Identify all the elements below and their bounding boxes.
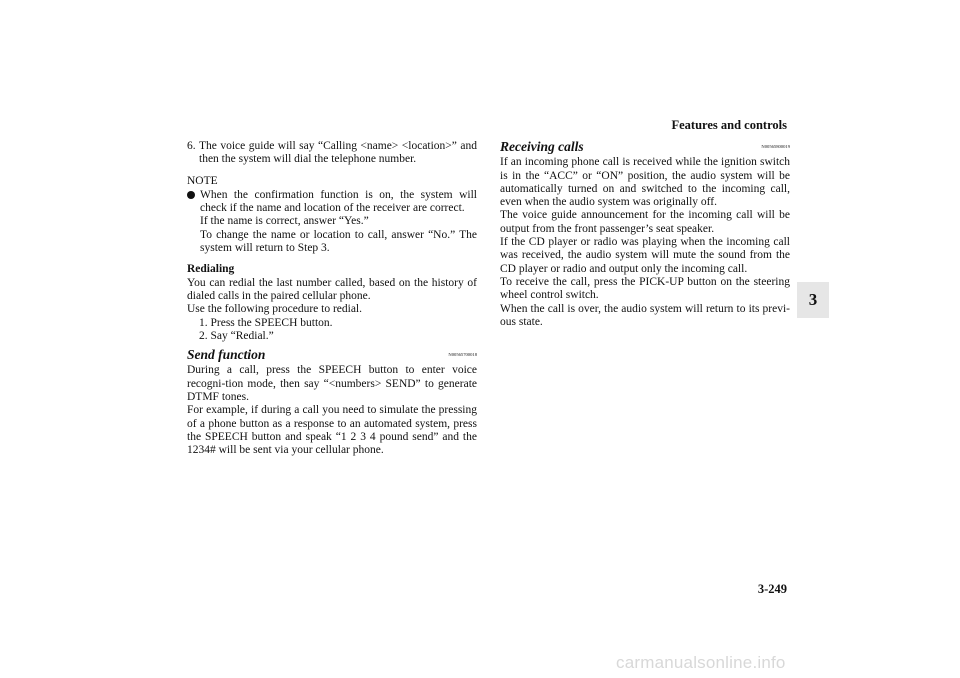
redialing-heading: Redialing bbox=[187, 263, 235, 276]
body-paragraph: If the CD player or radio was playing when the incoming call was received, the audio system will mute the sound from the CD player or radio and output only the incoming call. bbox=[500, 236, 790, 275]
note-bullet bbox=[187, 189, 477, 255]
note-line: To change the name or location to call, answer “No.” The system will return to Step 3. bbox=[200, 228, 477, 255]
body-paragraph: To receive the call, press the PICK-UP button on the steering wheel control switch. bbox=[500, 275, 790, 302]
redialing-text: Use the following procedure to redial. bbox=[187, 303, 362, 316]
step-number: 6. bbox=[187, 140, 196, 152]
redial-step: 1. Press the SPEECH button. bbox=[199, 316, 333, 329]
watermark: carmanualsonline.info bbox=[616, 653, 786, 672]
send-text: During a call, press the SPEECH button to enter voice recogni-tion mode, then say “<numbers> SEND” to generate DTMF tones. bbox=[187, 364, 477, 404]
note-line: When the confirmation function is on, the system will check if the name and location of the receiver are correct. bbox=[200, 188, 477, 215]
note-label: NOTE bbox=[187, 174, 218, 187]
left-column bbox=[187, 140, 477, 458]
section-title: Receiving calls bbox=[500, 139, 584, 154]
send-text: For example, if during a call you need to simulate the pressing of a phone button as a response to an automated system, press the SPEECH button and speak “1 2 3 4 pound send” and the 1234# will be sent via your cellular phone. bbox=[187, 404, 477, 457]
body-paragraph: The voice guide announcement for the incoming call will be output from the front passenger’s seat speaker. bbox=[500, 209, 790, 235]
note-line: If the name is correct, answer “Yes.” bbox=[200, 215, 369, 228]
body-paragraph: If an incoming phone call is received while the ignition switch is in the “ACC” or “ON” position, the audio system will be automatically turned on and switched to the incoming call, even when the audio system was originally off. bbox=[500, 156, 790, 209]
page-number: 3-249 bbox=[757, 582, 787, 596]
step-6 bbox=[187, 140, 477, 167]
note-body bbox=[200, 189, 477, 255]
section-code: N00565700018 bbox=[448, 352, 477, 358]
body-paragraph: When the call is over, the audio system will return to its previ-ous state. bbox=[500, 302, 790, 328]
right-column bbox=[500, 140, 790, 329]
receiving-calls-heading bbox=[500, 140, 790, 153]
section-code: N00565800019 bbox=[761, 144, 790, 149]
chapter-tab: 3 bbox=[797, 282, 829, 318]
bullet-icon bbox=[187, 189, 200, 255]
send-function-heading bbox=[187, 348, 477, 361]
running-header: Features and controls bbox=[671, 118, 787, 132]
step-text: The voice guide will say “Calling <name> <location>” and then the system will dial the telephone number. bbox=[199, 140, 477, 166]
redial-step: 2. Say “Redial.” bbox=[199, 329, 274, 342]
redialing-text: You can redial the last number called, based on the history of dialed calls in the paired cellular phone. bbox=[187, 276, 477, 302]
section-title: Send function bbox=[187, 347, 266, 363]
